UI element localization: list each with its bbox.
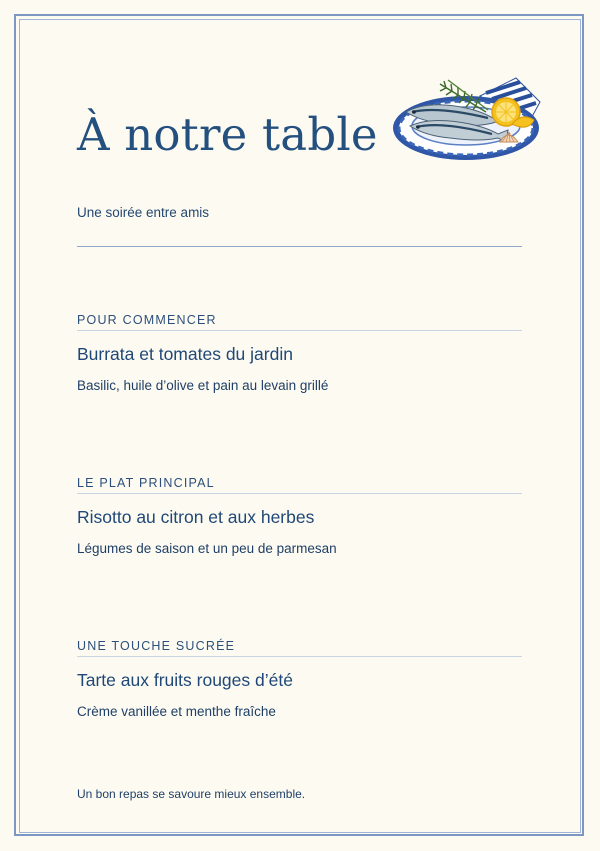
menu-title: À notre table <box>77 108 378 161</box>
menu-section-main <box>77 476 522 556</box>
footer-note: Un bon repas se savoure mieux ensemble. <box>77 787 306 801</box>
section-label: POUR COMMENCER <box>77 313 522 331</box>
menu-section-dessert <box>77 639 522 719</box>
section-label: LE PLAT PRINCIPAL <box>77 476 522 494</box>
dish-description: Crème vanillée et menthe fraîche <box>77 704 276 719</box>
subtitle: Une soirée entre amis <box>77 205 210 220</box>
title-divider <box>77 246 522 247</box>
sardine-plate-illustration <box>388 72 548 168</box>
dish-name: Tarte aux fruits rouges d’été <box>77 670 293 690</box>
dish-name: Burrata et tomates du jardin <box>77 344 293 364</box>
dish-description: Légumes de saison et un peu de parmesan <box>77 541 337 556</box>
dish-name: Risotto au citron et aux herbes <box>77 507 315 527</box>
dish-description: Basilic, huile d’olive et pain au levain grillé <box>77 378 329 393</box>
menu-section-starter <box>77 313 522 393</box>
section-label: UNE TOUCHE SUCRÉE <box>77 639 522 657</box>
